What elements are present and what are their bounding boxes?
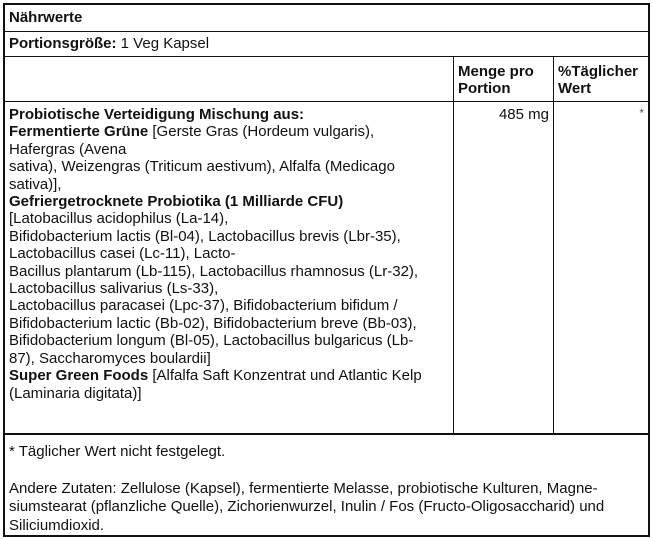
header-amount-cell xyxy=(454,57,554,101)
ingredient-line xyxy=(9,158,449,175)
ingredient-amount: 485 mg xyxy=(454,102,554,433)
other-ingredients-line: Siliciumdioxid. xyxy=(9,516,105,534)
ingredient-line-text: [Alfalfa Saft Konzentrat und Atlantic Kelp xyxy=(148,367,422,385)
ingredient-row xyxy=(5,102,648,435)
other-ingredients-line: siumstearat (pflanzliche Quelle), Zichorienwurzel, Inulin / Fos (Fructo-Oligosaccharid) und xyxy=(9,498,605,515)
header-dv-line2: Wert xyxy=(558,80,592,97)
ingredient-description xyxy=(5,102,454,433)
ingredient-line xyxy=(9,123,449,140)
ingredient-line xyxy=(9,350,449,367)
ingredient-line-text: Bifidobacterium longum (Bl-05), Lactobacillus bulgaricus (Lb- xyxy=(9,332,414,350)
serving-size-value: 1 Veg Kapsel xyxy=(116,35,210,52)
ingredient-line-bold: Probiotische Verteidigung Mischung aus: xyxy=(9,106,305,123)
ingredient-line-text: [Gerste Gras (Hordeum vulgaris), xyxy=(148,123,375,141)
ingredient-line xyxy=(9,228,449,245)
ingredient-line-text: Bacillus plantarum (Lb-115), Lactobacillus rhamnosus (Lr-32), xyxy=(9,262,419,280)
ingredient-line-text: Bifidobacterium lactis (Bl-04), Lactobacillus brevis (Lbr-35), xyxy=(9,227,401,245)
ingredient-line-text: Bifidobacterium lactic (Bb-02), Bifidobacterium breve (Bb-03), xyxy=(9,314,417,332)
ingredient-line-bold: Fermentierte Grüne xyxy=(9,123,149,141)
ingredient-line xyxy=(9,332,449,349)
serving-size-row xyxy=(5,32,648,57)
ingredient-line-text: (Laminaria digitata)] xyxy=(9,384,142,402)
table-title: Nährwerte xyxy=(5,5,648,32)
header-amount-line2: Portion xyxy=(458,80,511,97)
ingredient-line xyxy=(9,315,449,332)
ingredient-line xyxy=(9,245,449,262)
ingredient-line xyxy=(9,385,449,402)
serving-size-label: Portionsgröße: xyxy=(9,35,117,52)
nutrition-facts-table xyxy=(3,3,650,537)
header-dv-cell xyxy=(554,57,648,101)
ingredient-line xyxy=(9,106,449,123)
ingredient-line-text: Lactobacillus paracasei (Lpc-37), Bifidobacterium bifidum / xyxy=(9,297,398,315)
ingredient-line-text: Lactobacillus salivarius (Ls-33), xyxy=(9,280,219,298)
ingredient-line xyxy=(9,210,449,227)
ingredient-line-bold: Super Green Foods xyxy=(9,367,149,385)
ingredient-line xyxy=(9,193,449,210)
ingredient-line xyxy=(9,280,449,297)
header-amount-line1: Menge pro xyxy=(458,63,534,80)
ingredient-line xyxy=(9,367,449,384)
ingredient-daily-value: * xyxy=(639,106,644,120)
ingredient-line-bold: Gefriergetrocknete Probiotika (1 Milliarde CFU) xyxy=(9,193,344,211)
header-name-cell xyxy=(5,57,454,101)
ingredient-line-text: 87), Saccharomyces boulardii] xyxy=(9,349,211,367)
column-header-row xyxy=(5,57,648,102)
daily-value-note: * Täglicher Wert nicht festgelegt. xyxy=(9,443,226,460)
footer xyxy=(5,435,648,535)
ingredient-line xyxy=(9,176,449,193)
other-ingredients-line: Andere Zutaten: Zellulose (Kapsel), fermentierte Melasse, probiotische Kulturen, Magne- xyxy=(9,479,598,497)
ingredient-line xyxy=(9,141,449,158)
ingredient-line-text: Hafergras (Avena xyxy=(9,140,127,158)
header-dv-line1: %Täglicher xyxy=(558,63,639,80)
ingredient-line xyxy=(9,263,449,280)
ingredient-line-text: [Latobacillus acidophilus (La-14), xyxy=(9,210,229,228)
ingredient-line-text: Lactobacillus casei (Lc-11), Lacto- xyxy=(9,245,236,263)
ingredient-line-text: sativa), Weizengras (Triticum aestivum), Alfalfa (Medicago xyxy=(9,158,395,176)
ingredient-line xyxy=(9,297,449,314)
ingredient-line-text: sativa)], xyxy=(9,175,62,193)
